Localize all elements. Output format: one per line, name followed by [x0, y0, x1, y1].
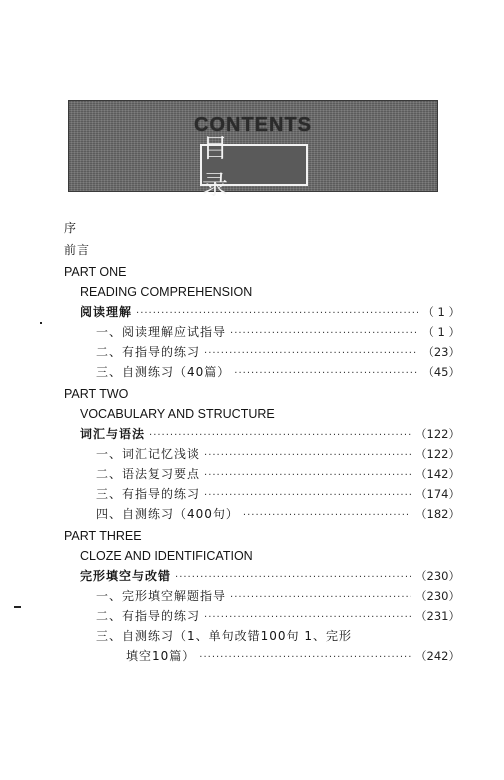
dot-leader [243, 506, 411, 526]
toc-entry-xu[interactable] [64, 218, 77, 238]
toc-entry[interactable] [96, 342, 460, 362]
toc-entry[interactable] [96, 586, 460, 606]
toc-entry-label: 一、词汇记忆浅谈 [96, 447, 201, 461]
page-number: （174） [415, 487, 460, 501]
part-one-section: READING COMPREHENSION [80, 285, 253, 299]
toc-entry-cloze[interactable] [80, 566, 460, 586]
toc-entry-label: 三、自测练习（40篇） [96, 365, 231, 379]
page-number: （230） [415, 589, 460, 603]
toc-entry-label: 序 [64, 221, 78, 235]
page-number: （23） [422, 345, 460, 359]
toc-entry[interactable] [96, 464, 460, 484]
toc-entry[interactable] [96, 504, 460, 524]
toc-entry[interactable] [96, 444, 460, 464]
part-three-label: PART THREE [64, 529, 142, 543]
toc-entry-reading[interactable] [80, 302, 460, 322]
toc-entry-label: 四、自测练习（400句） [96, 507, 239, 521]
page-title-box [200, 134, 308, 201]
dot-leader [230, 324, 418, 344]
toc-entry-label: 一、完形填空解题指导 [96, 589, 227, 603]
toc-entry-label: 一、阅读理解应试指导 [96, 325, 227, 339]
toc-entry-continuation[interactable] [126, 646, 460, 666]
dot-leader [204, 486, 411, 506]
toc-entry[interactable] [96, 362, 460, 382]
part-two-section: VOCABULARY AND STRUCTURE [80, 407, 275, 421]
toc-entry-label: 二、语法复习要点 [96, 467, 201, 481]
toc-entry-label: 阅读理解 [80, 305, 133, 319]
page-number: （182） [415, 507, 460, 521]
dot-leader [204, 608, 411, 628]
dot-leader [204, 446, 411, 466]
page-number: （122） [415, 427, 460, 441]
margin-speck [40, 322, 42, 324]
part-two-label: PART TWO [64, 387, 129, 401]
part-one-label: PART ONE [64, 265, 127, 279]
toc-entry-label: 前言 [64, 243, 91, 257]
page-title: 目 录 [202, 134, 259, 201]
dot-leader [234, 364, 418, 384]
toc-entry[interactable] [96, 484, 460, 504]
page-number: （230） [415, 569, 460, 583]
dot-leader [204, 466, 411, 486]
toc-entry-qianyan[interactable] [64, 240, 90, 260]
part-three-section: CLOZE AND IDENTIFICATION [80, 549, 253, 563]
page-number: （45） [422, 365, 460, 379]
page-number: （142） [415, 467, 460, 481]
dot-leader [136, 304, 418, 324]
toc-entry-label: 二、有指导的练习 [96, 609, 201, 623]
toc-entry-label: 三、自测练习（1、单句改错100句 1、完形 [96, 629, 352, 643]
page-number: （242） [415, 649, 460, 663]
toc-entry[interactable] [96, 322, 460, 342]
toc-entry-label: 二、有指导的练习 [96, 345, 201, 359]
contents-label: CONTENTS [194, 114, 312, 136]
dot-leader [204, 344, 418, 364]
page-number: （ 1 ） [422, 325, 460, 339]
dot-leader [199, 648, 411, 668]
toc-entry-vocabulary[interactable] [80, 424, 460, 444]
dot-leader [230, 588, 411, 608]
toc-entry[interactable] [96, 626, 352, 646]
toc-entry[interactable] [96, 606, 460, 626]
toc-entry-label: 填空10篇） [126, 649, 196, 663]
toc-entry-label: 三、有指导的练习 [96, 487, 201, 501]
page-number: （ 1 ） [422, 305, 460, 319]
page-number: （231） [415, 609, 460, 623]
dot-leader [175, 568, 411, 588]
toc-entry-label: 完形填空与改错 [80, 569, 172, 583]
dot-leader [149, 426, 411, 446]
toc-entry-label: 词汇与语法 [80, 427, 146, 441]
page-number: （122） [415, 447, 460, 461]
margin-mark [14, 606, 21, 608]
